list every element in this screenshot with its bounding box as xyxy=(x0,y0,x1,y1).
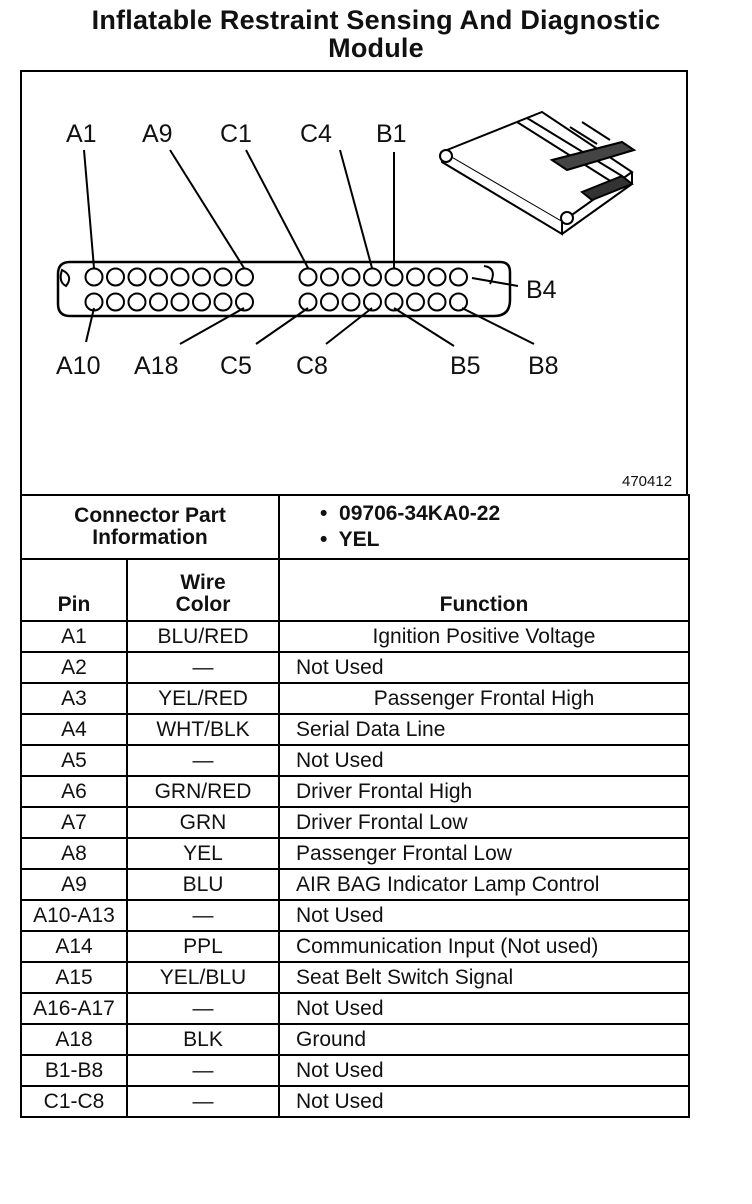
label-c8: C8 xyxy=(296,352,328,380)
wire-color-cell: WHT/BLK xyxy=(127,714,279,745)
pin-cell: A1 xyxy=(21,621,127,652)
label-a10: A10 xyxy=(56,352,101,380)
function-cell: Communication Input (Not used) xyxy=(279,931,689,962)
pin-hole xyxy=(150,294,167,311)
label-b1: B1 xyxy=(376,120,407,148)
pin-hole xyxy=(450,294,467,311)
pin-cell: B1-B8 xyxy=(21,1055,127,1086)
pin-hole xyxy=(364,294,381,311)
pin-cell: A9 xyxy=(21,869,127,900)
pin-hole xyxy=(407,269,424,286)
function-cell: Ignition Positive Voltage xyxy=(279,621,689,652)
function-cell: Not Used xyxy=(279,993,689,1024)
wire-color-cell: — xyxy=(127,993,279,1024)
pin-cell: A15 xyxy=(21,962,127,993)
function-cell: Not Used xyxy=(279,652,689,683)
pin-cell: A5 xyxy=(21,745,127,776)
pin-hole xyxy=(300,269,317,286)
table-row xyxy=(21,931,689,962)
connector-part-number: • 09706-34KA0-22 xyxy=(320,502,501,525)
pin-cell: C1-C8 xyxy=(21,1086,127,1117)
table-row xyxy=(21,1024,689,1055)
label-c1: C1 xyxy=(220,120,252,148)
function-cell: AIR BAG Indicator Lamp Control xyxy=(279,869,689,900)
pin-hole xyxy=(343,294,360,311)
connector-sketch-icon xyxy=(440,112,634,234)
pin-cell: A8 xyxy=(21,838,127,869)
connector-info-values xyxy=(279,495,689,559)
pin-hole xyxy=(107,269,124,286)
label-c4: C4 xyxy=(300,120,332,148)
wire-color-cell: PPL xyxy=(127,931,279,962)
pin-hole xyxy=(215,269,232,286)
label-a9: A9 xyxy=(142,120,173,148)
pin-hole xyxy=(150,269,167,286)
pin-cell: A4 xyxy=(21,714,127,745)
pin-cell: A2 xyxy=(21,652,127,683)
table-row xyxy=(21,838,689,869)
connector-info-row xyxy=(21,495,689,559)
pin-hole xyxy=(236,294,253,311)
wire-color-cell: — xyxy=(127,1055,279,1086)
pin-hole xyxy=(172,269,189,286)
label-b4: B4 xyxy=(526,276,557,304)
wire-color-cell: GRN/RED xyxy=(127,776,279,807)
pinout-table xyxy=(20,494,690,1118)
table-row xyxy=(21,1055,689,1086)
wire-color-cell: YEL xyxy=(127,838,279,869)
function-cell: Not Used xyxy=(279,900,689,931)
pin-holes xyxy=(86,269,468,311)
table-row xyxy=(21,993,689,1024)
document-title xyxy=(0,6,752,62)
pin-hole xyxy=(215,294,232,311)
pin-cell: A18 xyxy=(21,1024,127,1055)
title-line-1: Inflatable Restraint Sensing And Diagnostic xyxy=(91,5,661,35)
table-row xyxy=(21,652,689,683)
pin-hole xyxy=(172,294,189,311)
pin-cell: A10-A13 xyxy=(21,900,127,931)
function-cell: Not Used xyxy=(279,1055,689,1086)
pin-cell: A7 xyxy=(21,807,127,838)
wire-color-cell: — xyxy=(127,1086,279,1117)
table-row xyxy=(21,869,689,900)
pin-hole xyxy=(429,294,446,311)
table-row xyxy=(21,900,689,931)
pin-hole xyxy=(407,294,424,311)
column-header-pin: Pin xyxy=(21,559,127,621)
pin-hole xyxy=(129,294,146,311)
pin-hole xyxy=(236,269,253,286)
column-header-wire-color: Wire Color xyxy=(127,559,279,621)
pin-hole xyxy=(386,294,403,311)
pin-hole xyxy=(343,269,360,286)
wire-color-cell: GRN xyxy=(127,807,279,838)
connector-info-label: Connector Part Information xyxy=(21,495,279,559)
pin-hole xyxy=(86,294,103,311)
function-cell: Not Used xyxy=(279,745,689,776)
function-cell: Driver Frontal Low xyxy=(279,807,689,838)
left-latch xyxy=(61,270,70,286)
wire-color-cell: — xyxy=(127,652,279,683)
function-cell: Driver Frontal High xyxy=(279,776,689,807)
pin-hole xyxy=(450,269,467,286)
pin-hole xyxy=(193,294,210,311)
table-row xyxy=(21,807,689,838)
table-row xyxy=(21,683,689,714)
wire-color-cell: BLU xyxy=(127,869,279,900)
connector-color: • YEL xyxy=(320,528,380,551)
wire-color-cell: — xyxy=(127,900,279,931)
label-b8: B8 xyxy=(528,352,559,380)
connector-drawing xyxy=(22,72,690,498)
column-header-row xyxy=(21,559,689,621)
label-b5: B5 xyxy=(450,352,481,380)
pin-cell: A3 xyxy=(21,683,127,714)
wire-color-cell: YEL/RED xyxy=(127,683,279,714)
pin-hole xyxy=(300,294,317,311)
pin-hole xyxy=(86,269,103,286)
function-cell: Passenger Frontal Low xyxy=(279,838,689,869)
label-c5: C5 xyxy=(220,352,252,380)
table-row xyxy=(21,714,689,745)
pin-hole xyxy=(193,269,210,286)
label-a1: A1 xyxy=(66,120,97,148)
wire-color-cell: BLU/RED xyxy=(127,621,279,652)
table-row xyxy=(21,962,689,993)
pin-hole xyxy=(364,269,381,286)
connector-diagram xyxy=(20,70,688,496)
table-row xyxy=(21,1086,689,1117)
pin-hole xyxy=(429,269,446,286)
pin-hole xyxy=(321,294,338,311)
pin-hole xyxy=(321,269,338,286)
function-cell: Serial Data Line xyxy=(279,714,689,745)
table-row xyxy=(21,621,689,652)
pin-cell: A6 xyxy=(21,776,127,807)
title-line-2: Module xyxy=(328,33,424,63)
figure-number: 470412 xyxy=(622,473,673,490)
function-cell: Seat Belt Switch Signal xyxy=(279,962,689,993)
pin-hole xyxy=(386,269,403,286)
table-row xyxy=(21,776,689,807)
column-header-function: Function xyxy=(279,559,689,621)
pin-hole xyxy=(107,294,124,311)
table-row xyxy=(21,745,689,776)
function-cell: Not Used xyxy=(279,1086,689,1117)
pin-cell: A16-A17 xyxy=(21,993,127,1024)
wire-color-cell: BLK xyxy=(127,1024,279,1055)
pin-cell: A14 xyxy=(21,931,127,962)
label-a18: A18 xyxy=(134,352,179,380)
function-cell: Passenger Frontal High xyxy=(279,683,689,714)
wire-color-cell: YEL/BLU xyxy=(127,962,279,993)
pin-hole xyxy=(129,269,146,286)
wire-color-cell: — xyxy=(127,745,279,776)
function-cell: Ground xyxy=(279,1024,689,1055)
